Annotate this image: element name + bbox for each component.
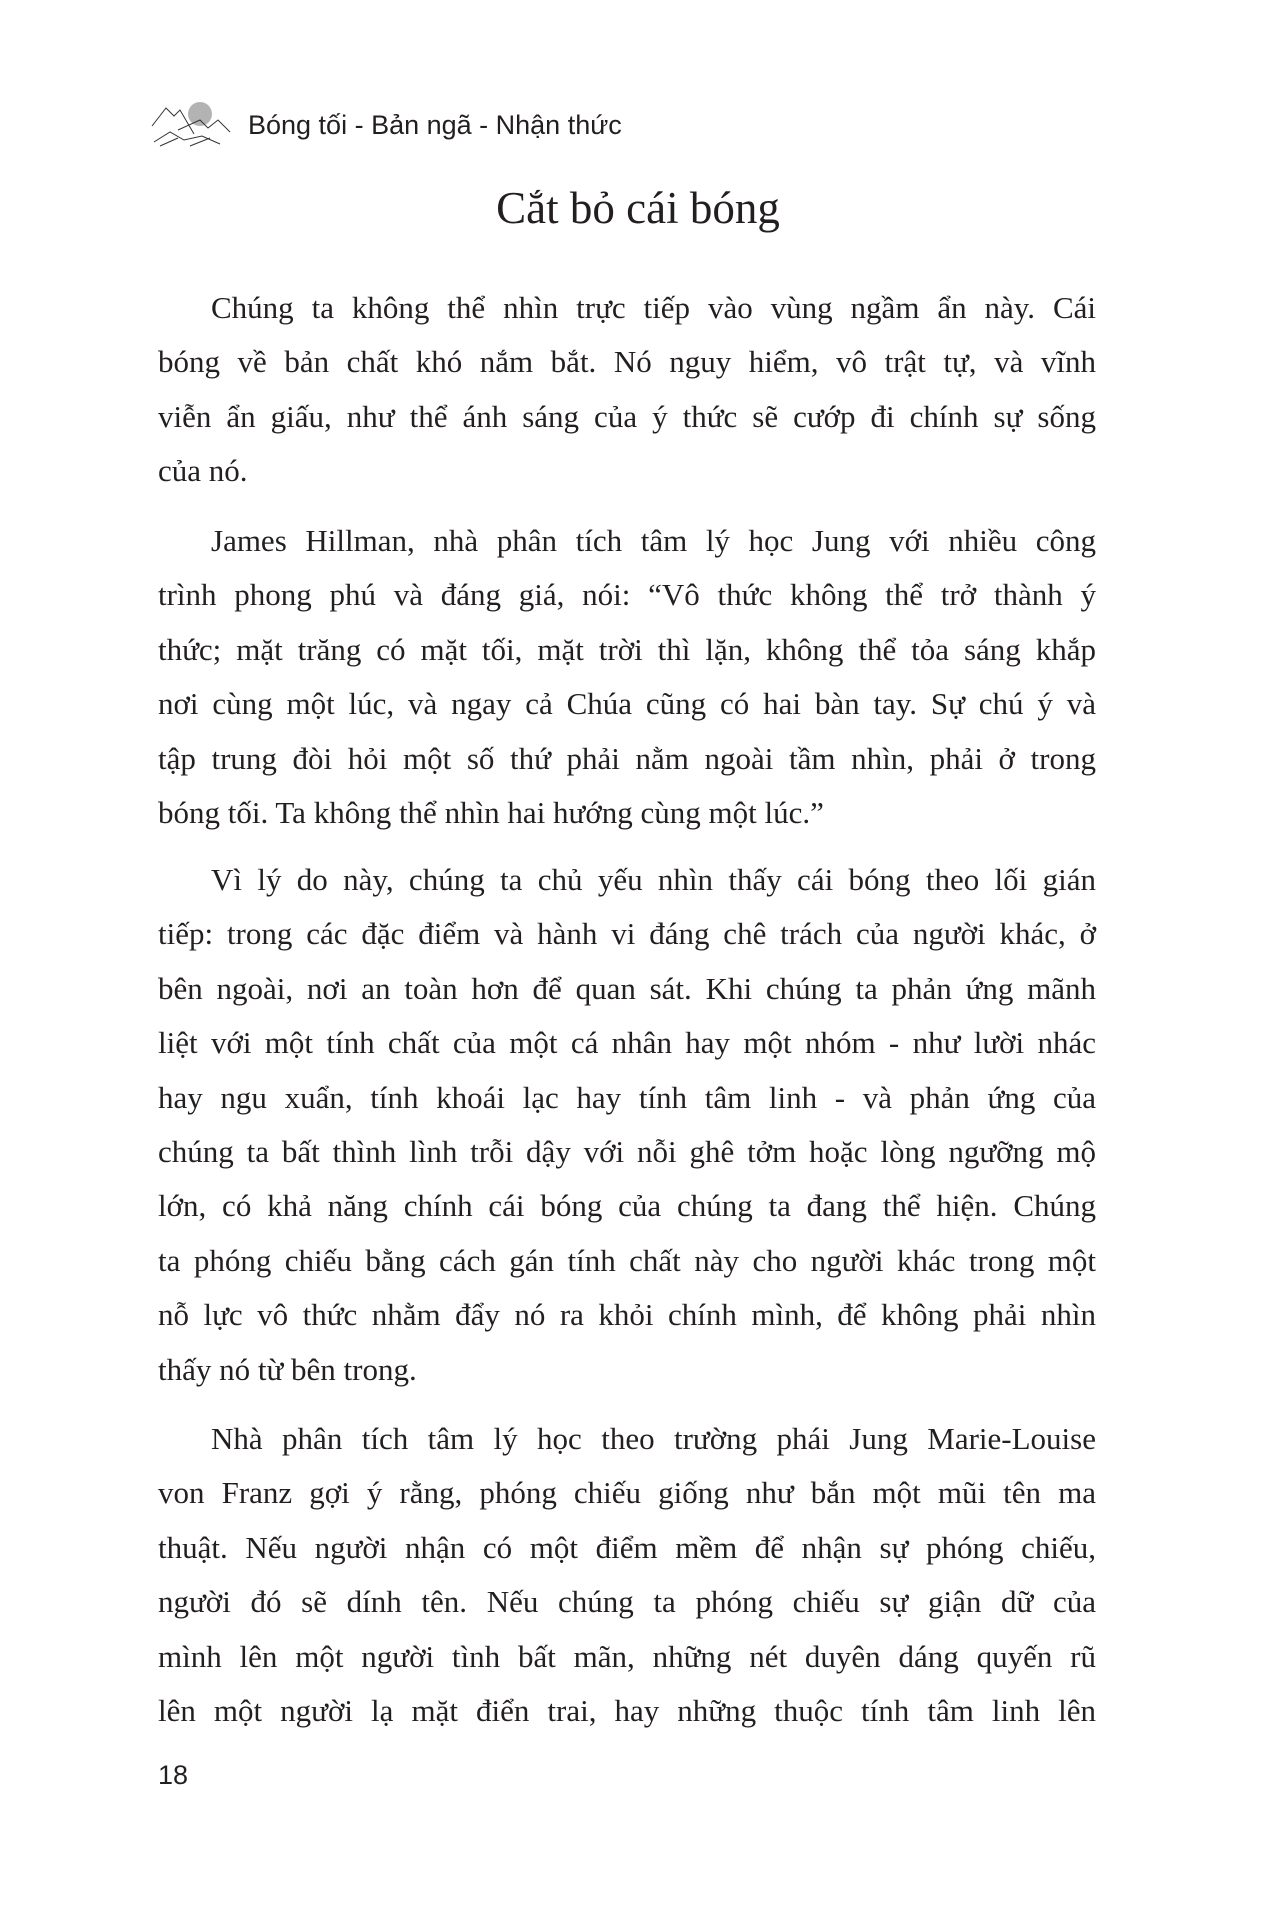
paragraph <box>158 514 1096 840</box>
text-line: viễn ẩn giấu, như thể ánh sáng của ý thức sẽ cướp đi chính sự sống <box>158 398 1096 434</box>
text-line: tập trung đòi hỏi một số thứ phải nằm ngoài tầm nhìn, phải ở trong <box>158 740 1096 776</box>
paragraph <box>158 1412 1096 1738</box>
text-line: lên một người lạ mặt điển trai, hay những thuộc tính tâm linh lên <box>158 1693 1096 1729</box>
page-number: 18 <box>158 1760 189 1790</box>
text-line: nỗ lực vô thức nhằm đẩy nó ra khỏi chính mình, để không phải nhìn <box>158 1297 1096 1333</box>
text-line: Nhà phân tích tâm lý học theo trường phái Jung Marie-Louise <box>211 1421 1096 1456</box>
text-line: của nó. <box>158 453 248 489</box>
mountain-sun-icon <box>150 100 232 150</box>
text-line: James Hillman, nhà phân tích tâm lý học Jung với nhiều công <box>211 523 1096 558</box>
text-line: von Franz gợi ý rằng, phóng chiếu giống như bắn một mũi tên ma <box>158 1475 1096 1511</box>
text-line: hay ngu xuẩn, tính khoái lạc hay tính tâm linh - và phản ứng của <box>158 1079 1096 1115</box>
text-line: mình lên một người tình bất mãn, những nét duyên dáng quyến rũ <box>158 1638 1096 1674</box>
text-line: bóng về bản chất khó nắm bắt. Nó nguy hiểm, vô trật tự, và vĩnh <box>158 344 1096 380</box>
text-line: Chúng ta không thể nhìn trực tiếp vào vùng ngầm ẩn này. Cái <box>211 290 1096 325</box>
text-line: thấy nó từ bên trong. <box>158 1351 417 1387</box>
running-title: Bóng tối - Bản ngã - Nhận thức <box>248 109 622 140</box>
paragraph <box>158 281 1096 499</box>
running-header <box>150 100 622 150</box>
text-line: thuật. Nếu người nhận có một điểm mềm để nhận sự phóng chiếu, <box>158 1529 1096 1565</box>
text-line: thức; mặt trăng có mặt tối, mặt trời thì lặn, không thể tỏa sáng khắp <box>158 631 1096 667</box>
text-line: lớn, có khả năng chính cái bóng của chúng ta đang thể hiện. Chúng <box>158 1188 1096 1224</box>
text-line: chúng ta bất thình lình trỗi dậy với nỗi ghê tởm hoặc lòng ngưỡng mộ <box>158 1134 1096 1170</box>
text-line: ta phóng chiếu bằng cách gán tính chất này cho người khác trong một <box>158 1242 1096 1278</box>
text-line: Vì lý do này, chúng ta chủ yếu nhìn thấy cái bóng theo lối gián <box>211 862 1096 897</box>
text-line: trình phong phú và đáng giá, nói: “Vô thức không thể trở thành ý <box>158 577 1096 613</box>
text-line: liệt với một tính chất của một cá nhân hay một nhóm - như lười nhác <box>158 1025 1096 1061</box>
text-line: tiếp: trong các đặc điểm và hành vi đáng chê trách của người khác, ở <box>158 916 1096 952</box>
text-line: bóng tối. Ta không thể nhìn hai hướng cùng một lúc.” <box>158 795 824 831</box>
text-line: bên ngoài, nơi an toàn hơn để quan sát. Khi chúng ta phản ứng mãnh <box>158 970 1096 1006</box>
paragraph <box>158 853 1096 1397</box>
text-line: nơi cùng một lúc, và ngay cả Chúa cũng có hai bàn tay. Sự chú ý và <box>158 686 1096 722</box>
chapter-title: Cắt bỏ cái bóng <box>496 183 780 233</box>
text-line: người đó sẽ dính tên. Nếu chúng ta phóng chiếu sự giận dữ của <box>158 1584 1096 1620</box>
